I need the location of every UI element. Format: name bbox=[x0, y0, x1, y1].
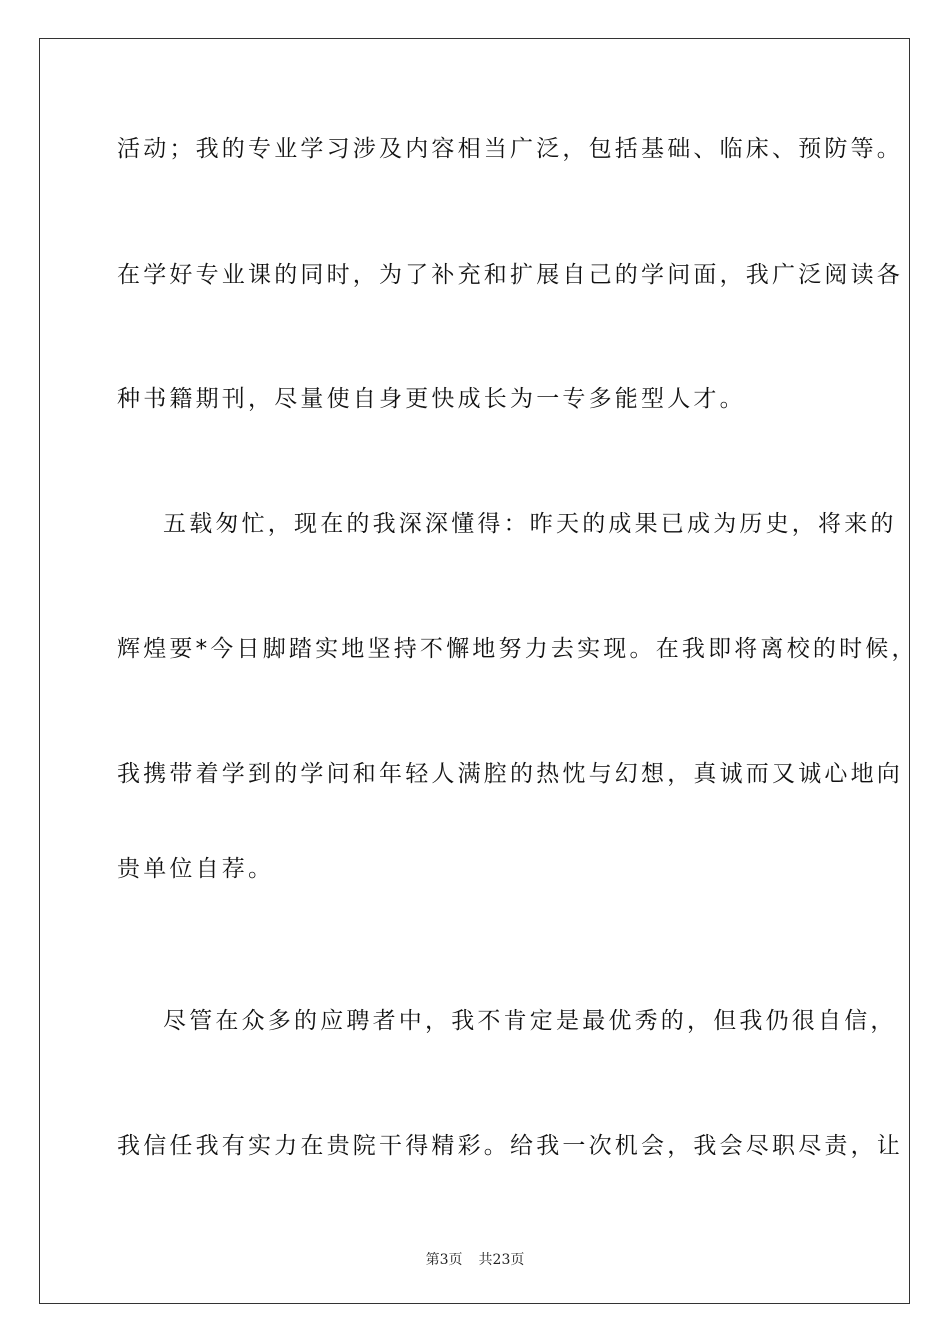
page-footer bbox=[0, 1249, 950, 1269]
body-line-7: 贵单位自荐。 bbox=[117, 856, 275, 882]
body-line-9: 我信任我有实力在贵院干得精彩。给我一次机会，我会尽职尽责，让 bbox=[117, 1133, 903, 1159]
body-line-1: 活动；我的专业学习涉及内容相当广泛，包括基础、临床、预防等。 bbox=[117, 136, 903, 162]
total-pages-label: 共23页 bbox=[478, 1252, 525, 1268]
body-line-5: 辉煌要*今日脚踏实地坚持不懈地努力去实现。在我即将离校的时候， bbox=[117, 636, 918, 662]
page-border bbox=[39, 38, 910, 1304]
body-line-4: 五载匆忙，现在的我深深懂得：昨天的成果已成为历史，将来的 bbox=[163, 511, 897, 537]
current-page-label: 第3页 bbox=[425, 1252, 463, 1268]
body-line-8: 尽管在众多的应聘者中，我不肯定是最优秀的，但我仍很自信， bbox=[163, 1008, 897, 1034]
body-line-6: 我携带着学到的学问和年轻人满腔的热忱与幻想，真诚而又诚心地向 bbox=[117, 761, 903, 787]
body-line-3: 种书籍期刊，尽量使自身更快成长为一专多能型人才。 bbox=[117, 386, 746, 412]
body-line-2: 在学好专业课的同时，为了补充和扩展自己的学问面，我广泛阅读各 bbox=[117, 262, 903, 288]
